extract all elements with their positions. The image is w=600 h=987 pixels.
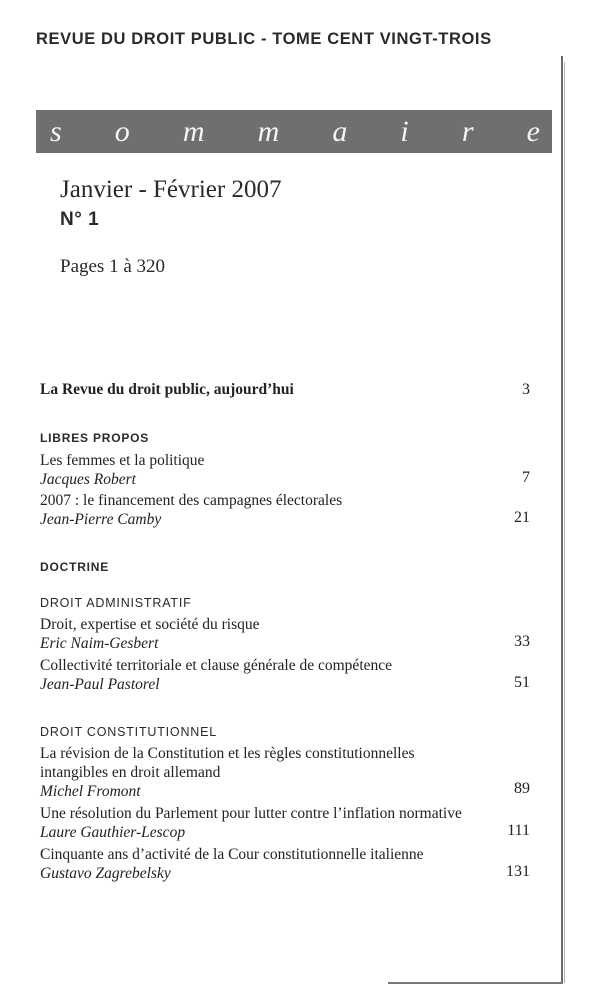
banner-letter: a [332, 115, 348, 148]
article-title: Une résolution du Parlement pour lutter contre l’inflation normative [40, 805, 462, 822]
banner-letter: m [182, 115, 205, 148]
sommaire-letters [50, 110, 540, 153]
page-border-bottom [388, 982, 563, 984]
journal-title: REVUE DU DROIT PUBLIC - TOME CENT VINGT-TROIS [36, 30, 492, 48]
article-author: Laure Gauthier-Lescop [40, 824, 186, 841]
banner-letter: i [400, 115, 409, 148]
section-libres-propos: LIBRES PROPOS [40, 431, 150, 445]
subsection-droit-constitutionnel: DROIT CONSTITUTIONNEL [40, 725, 217, 739]
page-number: 131 [506, 863, 530, 880]
article-title-line1: La révision de la Constitution et les règles constitutionnelles [40, 745, 415, 762]
article-title: Droit, expertise et société du risque [40, 616, 260, 633]
toc-entry[interactable] [40, 845, 530, 883]
article-title: Les femmes et la politique [40, 452, 205, 469]
article-title: 2007 : le financement des campagnes électorales [40, 492, 343, 509]
subsection-droit-administratif: DROIT ADMINISTRATIF [40, 596, 192, 610]
toc-entry[interactable] [40, 615, 530, 653]
toc-entry-lead[interactable] [40, 380, 530, 399]
toc-entry[interactable] [40, 656, 530, 694]
toc-entry[interactable] [40, 804, 530, 842]
article-title-line2: intangibles en droit allemand [40, 764, 221, 781]
page-number: 33 [514, 633, 530, 650]
section-doctrine: DOCTRINE [40, 560, 110, 574]
article-author: Michel Fromont [40, 783, 141, 800]
article-author: Jean-Paul Pastorel [40, 676, 160, 693]
banner-letter: e [526, 115, 540, 148]
page-number: 3 [522, 381, 530, 398]
page-number: 21 [514, 509, 530, 526]
banner-letter: m [257, 115, 280, 148]
toc-entry[interactable] [40, 491, 530, 529]
toc-entry[interactable] [40, 451, 530, 489]
issue-date: Janvier - Février 2007 [60, 176, 282, 203]
page-number: 89 [514, 780, 530, 797]
page-border-shadow [564, 62, 565, 983]
article-author: Jean-Pierre Camby [40, 511, 162, 528]
article-title: La Revue du droit public, aujourd’hui [40, 381, 294, 398]
banner-letter: o [114, 115, 130, 148]
issue-number: N° 1 [60, 209, 100, 230]
page-number: 111 [507, 822, 530, 839]
sommaire-banner [36, 110, 552, 153]
banner-letter: s [50, 115, 62, 148]
page-number: 51 [514, 674, 530, 691]
article-author: Gustavo Zagrebelsky [40, 865, 171, 882]
issue-pages: Pages 1 à 320 [60, 256, 166, 277]
article-author: Eric Naim-Gesbert [40, 635, 159, 652]
banner-letter: r [461, 115, 474, 148]
article-title: Collectivité territoriale et clause générale de compétence [40, 657, 393, 674]
article-author: Jacques Robert [40, 471, 136, 488]
toc-entry[interactable] [40, 744, 530, 801]
page-number: 7 [522, 469, 530, 486]
page-border-right [561, 56, 563, 983]
article-title: Cinquante ans d’activité de la Cour constitutionnelle italienne [40, 846, 424, 863]
